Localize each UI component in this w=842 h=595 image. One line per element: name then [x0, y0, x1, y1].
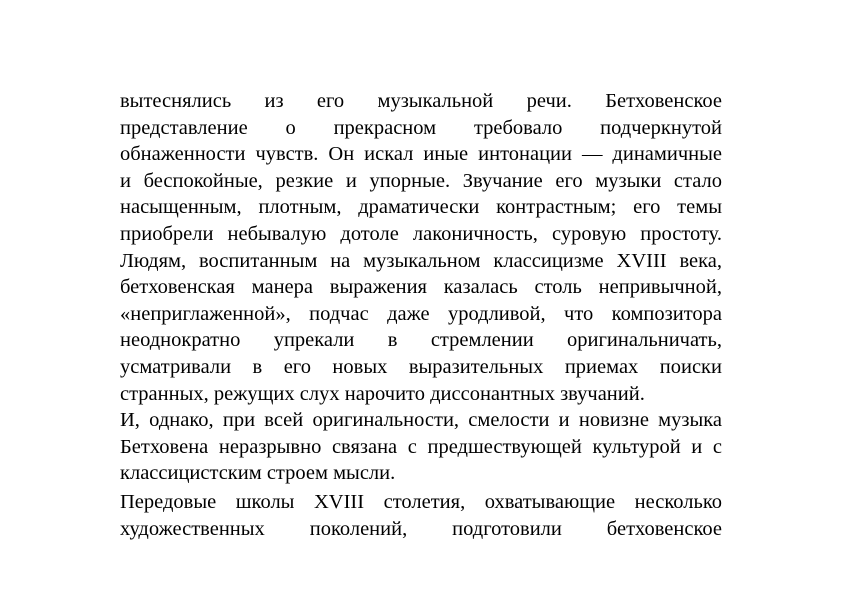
text-line: «неприглаженной», подчас даже уродливой, что композитора [120, 302, 722, 325]
paragraph-2 [120, 407, 722, 487]
text-line: художественных поколений, подготовили бетховенское [120, 517, 722, 540]
text-line: насыщенным, плотным, драматически контрастным; его темы [120, 196, 722, 219]
text-line: и беспокойные, резкие и упорные. Звучание его музыки стало [120, 169, 722, 192]
text-line: И, однако, при всей оригинальности, смелости и новизне музыка [120, 409, 722, 432]
text-line: Бетховена неразрывно связана с предшествующей культурой и с [120, 435, 722, 458]
text-line: неоднократно упрекали в стремлении оригинальничать, [120, 329, 722, 352]
paragraph-3 [120, 489, 722, 542]
paragraph-1 [120, 88, 722, 407]
text-line: бетховенская манера выражения казалась столь непривычной, [120, 276, 722, 299]
text-line: приобрели небывалую дотоле лаконичность, суровую простоту. [120, 222, 722, 245]
text-body [120, 88, 722, 542]
text-line: усматривали в его новых выразительных приемах поиски [120, 355, 722, 378]
text-line: представление о прекрасном требовало подчеркнутой [120, 116, 722, 139]
text-line: Людям, воспитанным на музыкальном классицизме XVIII века, [120, 249, 722, 272]
text-line: вытеснялись из его музыкальной речи. Бетховенское [120, 90, 722, 112]
text-line: классицистским строем мысли. [120, 462, 396, 485]
text-line: обнаженности чувств. Он искал иные интонации — динамичные [120, 143, 722, 166]
text-line: Передовые школы XVIII столетия, охватывающие несколько [120, 490, 722, 513]
text-line: странных, режущих слух нарочито диссонантных звучаний. [120, 382, 645, 405]
